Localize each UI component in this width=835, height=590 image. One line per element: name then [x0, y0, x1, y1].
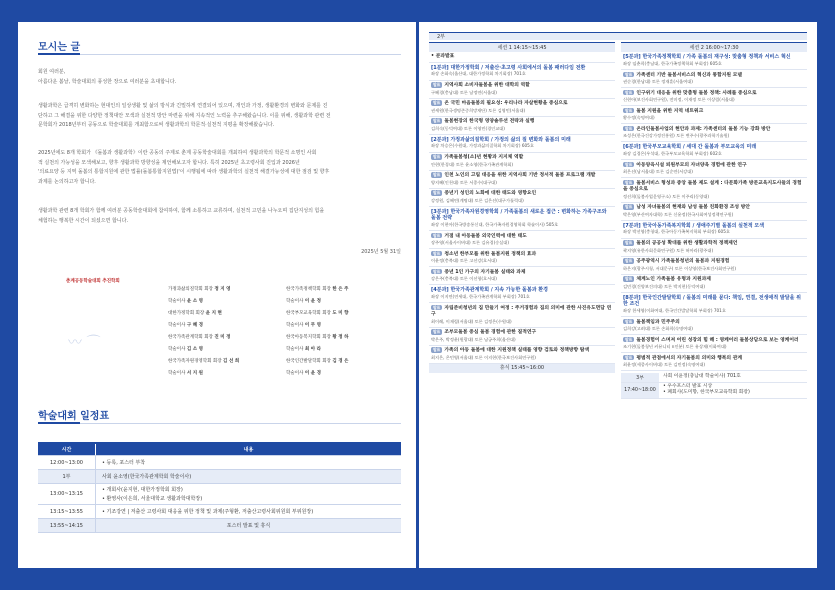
- closing-content: • 우수포스터 발표 시상 • 폐회사(도미향, 한국부모교육학회 회장): [663, 383, 750, 395]
- session-block: [621, 52, 807, 70]
- talk-item: [429, 303, 615, 328]
- schedule-underline: [38, 423, 401, 424]
- signer-line: [168, 322, 203, 328]
- presentation-tag: 발표: [625, 125, 633, 131]
- presentation-tag: 발표: [625, 107, 633, 113]
- talk-meta: 김희강(고려대) 토론 손화희(숙명여대): [623, 326, 693, 331]
- signer-line: [286, 334, 349, 340]
- talk-meta: 김민경(건양보건의대) 토론 박지현(동덕여대): [623, 283, 706, 289]
- talk-item: [429, 231, 615, 249]
- talk-title-text: 청소년 한부모를 위한 돌봄지원 정책의 효과: [444, 251, 537, 257]
- signer-line: [286, 322, 321, 328]
- signer-line: [168, 358, 239, 364]
- session-1-header: 세션 1 14:15~15:45: [429, 42, 615, 52]
- day-label: 2부: [429, 32, 807, 40]
- signer-name: 진 미 정: [214, 335, 231, 340]
- session-block: [621, 293, 807, 318]
- session-chair: 좌장 이현아(한국방송통신대, 한국가족자원경영학회 학술이사) 505호: [431, 221, 559, 227]
- closing-time: 17:40~18:00: [621, 383, 659, 398]
- session-2-column: [621, 42, 807, 371]
- talk-title: [623, 355, 805, 363]
- section-note: [429, 52, 615, 63]
- signer-line: [168, 334, 231, 340]
- session-chair: 좌장 박선영(충청대, 한국아동가족복지학회 부회장) 605호: [623, 229, 730, 234]
- note-title: • 분과발표: [431, 53, 455, 59]
- session-title: [3분과] 한국가족자원경영학회 / 가족돌봄의 새로운 접근 : 변화하는 가족구조와 돌봄 전략: [431, 208, 607, 221]
- signer-name: 최 아 라: [304, 347, 322, 352]
- talk-item: [429, 99, 615, 117]
- session-chair: 좌장 김경은(우석대, 한국부모교육학회 부회장) 602호: [623, 150, 722, 156]
- greeting-intro: 회원 여러분, 아름다운 봄날, 학술대회의 풍성한 장으로 여러분을 초대합니다.: [38, 69, 177, 85]
- talk-title-text: 돌봄 지원을 위한 지역 네트워크: [636, 108, 704, 114]
- signer-name: 서 지 원: [186, 371, 204, 376]
- signer-name: 윤 소 영: [186, 299, 204, 304]
- talk-meta: 신현아(보건사회연구원), 전미정, 이재정 토론 이상림(서울대): [623, 97, 735, 102]
- talk-title-text: 조부모돌봄 중심 돌봄 경험에 관한 질적연구: [444, 330, 537, 335]
- talk-meta: 조기현(돌봄청년 커뮤니티 n인분) 토론 유상재(이화여대): [623, 344, 727, 349]
- talk-title: [623, 108, 805, 116]
- greeting-paragraph-2: 2025년에도 8개 학회가 《돌봄과 생활과학》이란 공동의 주제로 춘계 공동학술대회를 개최하여 생활과학의 학문적 소명인 사회 적 실천의 가능성을 모색해보고, 향후 생활과학 방향성을 제언해보고자 합니다. 특히 2025년 초고령사회 진입과 2026년 '의료요양 등 지역 돌봄의 통합지원에 관한 법률(돌봄통합지원법)'이 시행됨에 따라 생활과학의 실천적 해결가능성에 대한 점검 및 향후 과제를 논의하고자 합니다.: [38, 150, 330, 185]
- talk-item: [621, 160, 807, 178]
- talk-title: [431, 233, 613, 241]
- talk-item: [429, 81, 615, 99]
- schedule-header-row: [38, 444, 401, 456]
- presentation-tag: 발표: [433, 118, 441, 123]
- break-bar: 휴식 15:45~16:00: [429, 364, 615, 373]
- presentation-tag: 발표: [625, 276, 633, 281]
- greeting-paragraph-3: 생활과학 관련 8개 학회가 함께 여러분 공동학술대회에 참여하여, 함께 소통하고 교류하며, 실천적 고민을 나누오며 집단지성의 힘을 체험하는 행복한 시간이 되셨으면 합니다.: [38, 208, 325, 224]
- talk-title-text: 남성 자녀돌봄의 현재와 남성 돌봄 친화환경 조성 방안: [636, 205, 750, 210]
- signer-line: [286, 286, 349, 292]
- signer-org: 가정과삶의질학회 회장: [168, 287, 213, 292]
- bird-decoration: 〰 ⌒: [68, 335, 101, 351]
- talk-title: [623, 258, 805, 266]
- schedule-row: [38, 484, 401, 505]
- signer-name: 이 윤 경: [304, 371, 322, 376]
- talk-title: [431, 100, 613, 108]
- committee-label: 춘계공동학술대회 추진학회: [66, 279, 120, 284]
- talk-item: [621, 335, 807, 353]
- talk-item: [429, 117, 615, 135]
- talk-item: [429, 267, 615, 285]
- talk-title-text: 자립준비청년의 집 만들기 여정 : 주거경험과 집의 의미에 관한 사진유도면담 연구: [431, 305, 612, 317]
- talk-title-text: 돌봄경험이 스며져 어린 성장의 힘 해 : 영케어러 돌봄상담으로 보는 영케어러: [636, 337, 799, 343]
- talk-title: [431, 329, 613, 337]
- talk-item: [429, 171, 615, 189]
- talk-title-text: 인구위기 대응을 위한 맞춤형 돌봄 정책: 사례를 중심으로: [636, 90, 757, 96]
- signer-org: 학술이사: [286, 371, 304, 376]
- schedule-line: • 등록, 포스터 부착: [102, 460, 146, 466]
- signer-name: 김 경 은: [332, 359, 349, 364]
- signer-name: 한 은 주: [332, 287, 349, 292]
- session-block: [621, 221, 807, 239]
- talk-title-text: 가족돌봄청(소)년 현황과 지지체 역할: [444, 155, 524, 160]
- talk-item: [429, 249, 615, 267]
- presentation-tag: 발표: [433, 268, 441, 274]
- closing-time: 3부: [621, 373, 659, 382]
- schedule-title: 학술대회 일정표: [38, 411, 110, 422]
- signer-name: 황 정 하: [332, 335, 349, 340]
- session-block: [429, 135, 615, 153]
- talk-meta: 하은지(광주시청, 서대문구) 토론 이상영(한국보건사회연구원): [623, 265, 736, 271]
- talk-meta: 장주영(서울사이버대) 토론 김유경(숭실대): [431, 240, 509, 245]
- talk-title-text: 가족의 아동 돌봄에 대한 지원정책 실태를 영향 검토와 정책방향 탐색: [444, 348, 590, 353]
- talk-title: [431, 172, 613, 180]
- schedule-row: [38, 456, 401, 470]
- schedule-time: 13:55~14:15: [38, 519, 96, 532]
- talk-meta: 박은영(부산여자대학) 토론 신윤정(한국사회여성정책연구원): [623, 211, 734, 217]
- talk-meta: 정선희(돌봄사업운영구소) 토론 이주리(동양대): [623, 193, 710, 199]
- schedule-line: • 기조강연 | 저출산 고령사회 대응을 위한 정책 및 과제(주형환, 저출산고령사회위원회 부위원장): [102, 509, 314, 515]
- schedule-line: • 환영사(이은희, 서울대학교 생활과학대학장): [102, 496, 203, 502]
- signer-name: 도 미 향: [332, 311, 349, 316]
- schedule-time: 12:00~13:00: [38, 456, 96, 469]
- presentation-tag: 발표: [625, 179, 633, 185]
- left-page: [18, 22, 416, 568]
- schedule-line: 포스터 발표 및 휴식: [226, 523, 271, 529]
- presentation-tag: 발표: [433, 154, 441, 159]
- signer-name: 구 혜 경: [186, 323, 204, 328]
- talk-item: [621, 124, 807, 142]
- signer-line: [286, 346, 321, 352]
- talk-title-text: 지역사회 소비자돌봄을 위한 대학의 역할: [444, 83, 530, 88]
- session-title: [7분과] 한국아동가족복지학회 / 생애주기별 돌봄의 실천적 모색: [623, 222, 765, 229]
- talk-item: [429, 328, 615, 346]
- session-title: [1분과] 대한가정학회 / 저출산·초고령 사회에서의 돌봄 패러다임 전환: [431, 64, 586, 71]
- schedule-table: [38, 442, 401, 533]
- signer-line: [168, 346, 203, 352]
- talk-meta: 곽지영(유한사회문화연구원) 토론 허아라(광주대): [623, 247, 714, 253]
- talk-meta: 박은주, 박정윤(원광대) 토론 남궁주희(울산대): [431, 336, 516, 342]
- closing-row: [621, 373, 807, 383]
- presentation-tag: 발표: [625, 71, 633, 77]
- presentation-tag: 발표: [433, 304, 441, 310]
- talk-title-text: 돌봄현장의 한국형 영양솔루션 전략과 실행: [444, 119, 535, 124]
- session-chair: 좌장 이지연(연세대, 한국가족관계학회 부회장) 701호: [431, 293, 530, 299]
- talk-title: [623, 276, 805, 284]
- presentation-tag: 발표: [433, 82, 441, 87]
- session-chair: 좌장 차승은(수원대, 가정과삶의질학회 차기회장) 605호: [431, 143, 534, 148]
- talk-title: [623, 204, 805, 212]
- signer-org: 한국가족관계학회 회장: [168, 335, 213, 340]
- talk-title: [623, 162, 805, 170]
- talk-title: [623, 319, 805, 327]
- session-block: [429, 285, 615, 303]
- talk-title: [623, 90, 805, 98]
- presentation-tag: 발표: [433, 347, 441, 352]
- talk-item: [621, 178, 807, 203]
- talk-meta: 권세원(한국생명존중희망재단) 토론 김영민(서울대): [431, 107, 526, 113]
- talk-item: [621, 106, 807, 124]
- session-title: [8분과] 한국인간발달학회 / 돌봄의 미래를 묻다: 책임, 연결, 전생애적 발달을 위한 조건: [623, 294, 801, 307]
- signer-org: 학술이사: [286, 323, 304, 328]
- signer-org: 학술이사: [168, 323, 186, 328]
- talk-title: [623, 72, 805, 80]
- talk-title-text: 가족센터 기반 돌봄서비스의 혁신과 통합지원 모델: [636, 72, 743, 78]
- session-title: [6분과] 한국부모교육학회 / 세대 간 돌봄과 부모교육의 미래: [623, 144, 757, 150]
- talk-meta: 최윤정(세종사이버대) 토론 김민정(숙명여대): [623, 362, 706, 367]
- talk-title: [623, 126, 805, 134]
- signer-name: 이 윤 정: [304, 299, 322, 304]
- talk-title-text: 공주광역시 가족돌봄청년의 돌봄과 지원경험: [636, 259, 730, 264]
- presentation-tag: 발표: [625, 161, 633, 167]
- talk-meta: 최은선(남서울대) 토론 김순연(서강대): [623, 169, 693, 174]
- schedule-content: [96, 484, 401, 504]
- schedule-row: [38, 519, 401, 533]
- talk-title: [431, 269, 613, 277]
- signer-name: 김 소 영: [186, 347, 204, 352]
- talk-title: [623, 337, 805, 345]
- session-1-column: [429, 42, 615, 373]
- schedule-time: 13:00~13:15: [38, 484, 96, 504]
- signer-line: [168, 286, 231, 292]
- presentation-tag: 발표: [433, 190, 441, 195]
- talk-item: [621, 70, 807, 88]
- session-title: [5분과] 한국가족정책학회 / 가족 돌봄의 재구성: 맞춤형 정책과 서비스 혁신: [623, 54, 791, 60]
- schedule-line: 사회 윤소영(한국가족관계학회 학술이사): [102, 474, 192, 480]
- session-chair: 좌장 손화숙(울산대, 대한가정학회 차기회장) 701호: [431, 71, 526, 76]
- greeting-date: 2025년 5월 31일: [361, 249, 401, 255]
- talk-item: [621, 275, 807, 293]
- signer-org: 학술이사: [168, 371, 186, 376]
- signer-name: 이 무 영: [304, 323, 322, 328]
- talk-title-text: 돌봄서비스 형성과 중앙 돌봄 제도 설계 : 다문화가족 방문교육지도사들의 경험을 중심으로: [623, 180, 802, 192]
- signer-line: [286, 298, 321, 304]
- talk-title-text: 체계노인 가족돌봄 유형과 지원과제: [636, 277, 711, 282]
- talk-meta: 양지혜(인천대) 토론 서종수(대구대): [431, 179, 497, 185]
- presentation-tag: 발표: [625, 240, 633, 245]
- session-title: [4분과] 한국가족관계학회 / 지속 가능한 돌봄과 환경: [431, 287, 548, 293]
- signer-org: 한국가족자원경영학회 회장: [168, 359, 222, 364]
- talk-meta: 이윤정(충북대) 토론 고선강(호서대): [431, 258, 497, 263]
- talk-item: [429, 346, 615, 364]
- signer-line: [286, 370, 321, 376]
- presentation-tag: 발표: [625, 318, 633, 324]
- presentation-tag: 발표: [625, 89, 633, 95]
- talk-title: [431, 118, 613, 126]
- signer-org: 한국가족정책학회 회장: [286, 287, 331, 292]
- talk-meta: 김희숙(동덕여대) 토론 이영민(경인교대): [431, 125, 505, 131]
- session-chair: 좌장 임춘희(충남대, 한국가족정책학회 부회장) 605호: [623, 60, 722, 66]
- presentation-tag: 발표: [433, 172, 441, 177]
- closing-content: 사회 이윤정(충남대 학술이사) 701호: [663, 374, 741, 379]
- talk-item: [621, 353, 807, 371]
- presentation-tag: 발표: [625, 258, 633, 263]
- signer-line: [168, 310, 222, 316]
- talk-title-text: 평범적 관점에서의 자기돌봄의 의미와 행복의 관계: [636, 355, 743, 361]
- signer-line: [286, 358, 349, 364]
- signer-line: [168, 370, 203, 376]
- schedule-time: 1부: [38, 470, 96, 483]
- talk-title: [431, 347, 613, 355]
- schedule-row: [38, 505, 401, 519]
- presentation-tag: 발표: [433, 250, 441, 256]
- signer-org: 한국아동복지학회 회장: [286, 335, 331, 340]
- talk-title: [431, 305, 613, 319]
- schedule-content: [96, 457, 401, 468]
- talk-title: [431, 154, 613, 162]
- talk-meta: 조성은(한국건강가정진흥원) 토론 변주수(광주과학기술원): [623, 133, 730, 138]
- presentation-tag: 발표: [625, 354, 633, 360]
- talk-title-text: 돌봄의 공공성 확대를 위한 생활과학적 정책제언: [636, 241, 738, 246]
- title-underline: [38, 54, 401, 55]
- presentation-tag: 발표: [433, 100, 441, 105]
- talk-meta: 최이레, 이재림(서울대) 토론 김정은(수원대): [431, 318, 512, 324]
- talk-meta: 황수정(숙명여대): [623, 115, 655, 120]
- signer-org: 학술이사: [168, 347, 186, 352]
- talk-meta: 최지은, 은민영(서울대) 토론 이지현(한국보건사회연구원): [431, 354, 536, 360]
- talk-meta: 강정원, 김혜연(계명대) 토론 김은선(대구가톨릭대): [431, 197, 524, 203]
- talk-meta: 강은주(충북대) 토론 이선형(호서대): [431, 276, 497, 281]
- closing-row: [621, 383, 807, 399]
- talk-title-text: 아동양육시설 퇴원부모의 자녀양육 경험에 관한 연구: [636, 162, 747, 168]
- signer-name: 윤 지 현: [205, 311, 222, 316]
- greeting-paragraph-1: 생활과학은 급격히 변화하는 현대인의 일상생활 및 삶의 방식과 긴밀하게 연결되어 있으며, 개인과 가정, 생활환경의 변화와 문제를 진 단하고 그 해결을 위한 다양한 정책대안 모색과 실천적 방안 마련을 위해 지속적인 노력을 추구해왔습니다. 이를 위해, 생활과학 관련 전 문학회가 2018년부터 공동으로 학술대회를 개최함으로써 생활과학의 학문적·실천적 지평을 확장해왔습니다.: [38, 103, 331, 128]
- session-block: [429, 63, 615, 81]
- talk-item: [621, 203, 807, 221]
- talk-title: [623, 180, 805, 194]
- talk-title: [431, 190, 613, 198]
- session-2-header: 세션 2 16:00~17:30: [621, 42, 807, 52]
- schedule-header-content: 내용: [243, 447, 254, 453]
- talk-title-text: 인천 노인의 고립 대응을 위한 지역사회 기반 정서적 돌봄 프로그램 개발: [444, 173, 596, 178]
- signer-line: [168, 298, 203, 304]
- greeting-title: 모시는 글: [38, 42, 81, 53]
- signer-org: 대한가정학회 회장: [168, 311, 205, 316]
- talk-title-text: 중년기 성인의 노화에 대한 태도와 영향요인: [444, 191, 537, 196]
- presentation-tag: 발표: [625, 204, 633, 209]
- session-block: [429, 207, 615, 232]
- talk-item: [621, 317, 807, 335]
- signer-org: 학술이사: [168, 299, 186, 304]
- signer-org: 한국인간발달학회 회장: [286, 359, 331, 364]
- presentation-tag: 발표: [625, 336, 633, 342]
- signer-org: 한국부모교육학회 회장: [286, 311, 331, 316]
- right-page: [419, 22, 817, 568]
- schedule-header-time: 시간: [38, 444, 96, 455]
- session-chair: 좌장 한세영(이화여대, 한국인간발달학회 부회장) 701호: [623, 307, 726, 313]
- talk-item: [429, 153, 615, 171]
- talk-item: [429, 189, 615, 207]
- schedule-time: 13:15~13:55: [38, 505, 96, 518]
- talk-title-text: 거점 내 아동돌봄 외국인력에 대한 태도: [444, 233, 527, 239]
- presentation-tag: 발표: [433, 329, 441, 334]
- talk-title-text: 중년 1인 가구의 자기돌봄 실태와 과제: [444, 269, 526, 275]
- talk-title-text: 돌봄책임과 민주주의: [636, 319, 680, 325]
- schedule-line: • 개회사(윤지현, 대한가정학회 회장): [102, 487, 183, 493]
- session-title: [2분과] 가정과삶의질학회 / 가정의 삶의 질 변화와 돌봄의 미래: [431, 136, 571, 143]
- session-block: [621, 142, 807, 160]
- talk-title: [431, 251, 613, 259]
- talk-item: [621, 257, 807, 275]
- schedule-content: [96, 506, 401, 517]
- signer-name: 정 지 영: [214, 287, 231, 292]
- signer-org: 학술이사: [286, 347, 304, 352]
- talk-meta: 권순경(한남대) 토론 정재훈(서울여대): [623, 79, 693, 84]
- signer-org: 학술이사: [286, 299, 304, 304]
- talk-item: [621, 239, 807, 257]
- schedule-content: [96, 471, 401, 482]
- talk-title: [623, 240, 805, 248]
- signer-line: [286, 310, 349, 316]
- talk-meta: 안현(한경대) 토론 윤소영(한국가족관계학회): [431, 161, 514, 167]
- schedule-content: [96, 520, 401, 531]
- talk-title: [431, 82, 613, 90]
- schedule-row: [38, 470, 401, 484]
- talk-meta: 구혜경(충남대) 토론 남정연(서울대): [431, 89, 497, 95]
- presentation-tag: 발표: [433, 232, 441, 238]
- talk-title-text: 온라인돌봄사업의 현안과 과제: 가족센터의 돌봄 기능 강화 방안: [636, 126, 771, 132]
- signer-name: 김 선 희: [223, 359, 240, 364]
- talk-title-text: 온 국민 마음돌봄의 필요성: 우리나라 자살현황을 중심으로: [444, 101, 568, 106]
- talk-item: [621, 88, 807, 106]
- closing-schedule: [621, 373, 807, 399]
